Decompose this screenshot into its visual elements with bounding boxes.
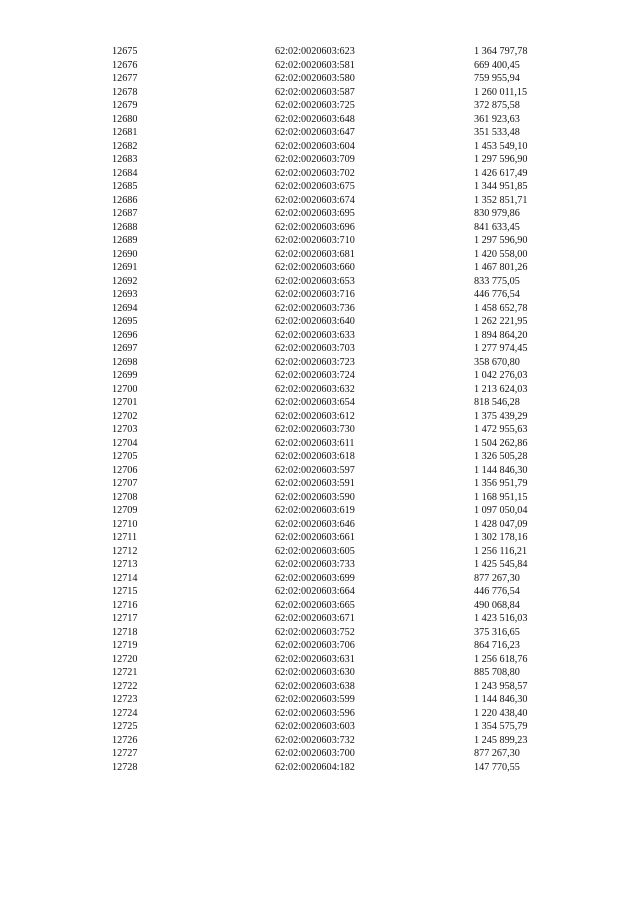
row-number-cell: 12702 [112,410,138,422]
row-number-cell: 12716 [112,599,138,611]
cadastral-number-cell: 62:02:0020603:703 [275,343,355,354]
table-row [112,531,584,545]
table-row [112,653,584,667]
table-row [112,315,584,329]
cadastral-number-cell: 62:02:0020603:660 [275,262,355,273]
table-row [112,45,584,59]
cadastral-value-cell: 1 220 438,40 [474,707,528,719]
table-row [112,747,584,761]
cadastral-number-cell: 62:02:0020603:724 [275,370,355,381]
table-row [112,153,584,167]
table-row [112,248,584,262]
cadastral-number-cell: 62:02:0020603:700 [275,748,355,759]
row-number-cell: 12708 [112,491,138,503]
table-row [112,342,584,356]
cadastral-number-cell: 62:02:0020603:661 [275,532,355,543]
table-row [112,504,584,518]
cadastral-value-cell: 1 277 974,45 [474,343,528,354]
cadastral-number-cell: 62:02:0020603:638 [275,680,355,692]
cadastral-value-cell: 1 472 955,63 [474,424,528,435]
cadastral-value-cell: 375 316,65 [474,626,520,638]
cadastral-value-cell: 885 708,80 [474,667,520,678]
cadastral-value-cell: 1 262 221,95 [474,316,528,327]
cadastral-number-cell: 62:02:0020603:599 [275,694,355,705]
cadastral-value-cell: 1 364 797,78 [474,46,528,57]
row-number-cell: 12688 [112,221,138,233]
table-row [112,545,584,559]
cadastral-number-cell: 62:02:0020603:618 [275,451,355,462]
cadastral-number-cell: 62:02:0020603:648 [275,113,355,125]
row-number-cell: 12675 [112,46,138,57]
row-number-cell: 12699 [112,370,138,381]
cadastral-value-cell: 358 670,80 [474,356,520,368]
row-number-cell: 12685 [112,181,138,192]
table-row [112,518,584,532]
cadastral-number-cell: 62:02:0020603:587 [275,86,355,98]
row-number-cell: 12703 [112,424,138,435]
cadastral-number-cell: 62:02:0020603:591 [275,478,355,489]
table-row [112,369,584,383]
table-row [112,126,584,140]
row-number-cell: 12713 [112,559,138,570]
cadastral-value-cell: 1 260 011,15 [474,86,528,98]
table-row [112,207,584,221]
row-number-cell: 12725 [112,721,138,732]
row-number-cell: 12694 [112,302,138,314]
cadastral-number-cell: 62:02:0020603:723 [275,356,355,368]
cadastral-value-cell: 1 297 596,90 [474,235,528,246]
row-number-cell: 12726 [112,734,138,746]
cadastral-value-cell: 1 426 617,49 [474,167,528,179]
cadastral-value-cell: 1 423 516,03 [474,613,528,624]
cadastral-value-cell: 1 467 801,26 [474,262,528,273]
row-number-cell: 12693 [112,289,138,300]
cadastral-value-cell: 1 344 951,85 [474,181,528,192]
cadastral-value-cell: 1 354 575,79 [474,721,528,732]
row-number-cell: 12696 [112,329,138,341]
row-number-cell: 12684 [112,167,138,179]
cadastral-number-cell: 62:02:0020603:653 [275,275,355,287]
table-row [112,666,584,680]
cadastral-value-cell: 818 546,28 [474,397,520,408]
table-row [112,612,584,626]
cadastral-number-cell: 62:02:0020603:736 [275,302,355,314]
table-row [112,477,584,491]
cadastral-value-cell: 1 144 846,30 [474,694,528,705]
row-number-cell: 12682 [112,140,138,152]
row-number-cell: 12680 [112,113,138,125]
cadastral-value-cell: 830 979,86 [474,208,520,219]
cadastral-number-cell: 62:02:0020603:674 [275,194,355,206]
table-row [112,734,584,748]
table-row [112,275,584,289]
row-number-cell: 12687 [112,208,138,219]
table-row [112,383,584,397]
cadastral-value-cell: 1 168 951,15 [474,491,528,503]
row-number-cell: 12700 [112,383,138,395]
cadastral-number-cell: 62:02:0020603:597 [275,464,355,476]
cadastral-value-cell: 1 302 178,16 [474,532,528,543]
cadastral-number-cell: 62:02:0020603:706 [275,640,355,651]
row-number-cell: 12701 [112,397,138,408]
cadastral-value-cell: 841 633,45 [474,221,520,233]
row-number-cell: 12677 [112,73,138,84]
table-row [112,599,584,613]
row-number-cell: 12683 [112,154,138,165]
row-number-cell: 12704 [112,437,138,449]
cadastral-value-cell: 1 256 116,21 [474,545,528,557]
cadastral-number-cell: 62:02:0020603:604 [275,140,355,152]
cadastral-number-cell: 62:02:0020603:633 [275,329,355,341]
table-row [112,693,584,707]
cadastral-value-cell: 446 776,54 [474,289,520,300]
cadastral-number-cell: 62:02:0020603:681 [275,248,355,260]
cadastral-number-cell: 62:02:0020603:619 [275,505,355,516]
table-row [112,410,584,424]
table-row [112,288,584,302]
row-number-cell: 12711 [112,532,138,543]
row-number-cell: 12686 [112,194,138,206]
table-row [112,180,584,194]
cadastral-number-cell: 62:02:0020603:665 [275,599,355,611]
table-row [112,437,584,451]
table-row [112,464,584,478]
row-number-cell: 12723 [112,694,138,705]
table-row [112,356,584,370]
cadastral-number-cell: 62:02:0020603:630 [275,667,355,678]
cadastral-number-cell: 62:02:0020603:699 [275,572,355,584]
cadastral-value-cell: 1 425 545,84 [474,559,528,570]
table-row [112,86,584,100]
cadastral-value-cell: 1 894 864,20 [474,329,528,341]
row-number-cell: 12721 [112,667,138,678]
cadastral-value-cell: 1 504 262,86 [474,437,528,449]
cadastral-value-cell: 1 453 549,10 [474,140,528,152]
cadastral-value-cell: 877 267,30 [474,748,520,759]
table-row [112,707,584,721]
cadastral-number-cell: 62:02:0020603:752 [275,626,355,638]
cadastral-value-cell: 1 375 439,29 [474,410,528,422]
cadastral-number-cell: 62:02:0020603:733 [275,559,355,570]
row-number-cell: 12679 [112,100,138,111]
cadastral-number-cell: 62:02:0020603:631 [275,653,355,665]
table-row [112,99,584,113]
row-number-cell: 12705 [112,451,138,462]
cadastral-number-cell: 62:02:0020603:695 [275,208,355,219]
row-number-cell: 12707 [112,478,138,489]
table-body [112,45,584,774]
cadastral-value-cell: 1 243 958,57 [474,680,528,692]
cadastral-value-cell: 1 458 652,78 [474,302,528,314]
cadastral-number-cell: 62:02:0020603:603 [275,721,355,732]
row-number-cell: 12728 [112,761,138,773]
cadastral-number-cell: 62:02:0020603:730 [275,424,355,435]
table-row [112,491,584,505]
row-number-cell: 12722 [112,680,138,692]
cadastral-number-cell: 62:02:0020603:664 [275,586,355,597]
table-row [112,221,584,235]
cadastral-value-cell: 1 213 624,03 [474,383,528,395]
table-row [112,423,584,437]
row-number-cell: 12690 [112,248,138,260]
row-number-cell: 12676 [112,59,138,71]
cadastral-value-cell: 864 716,23 [474,640,520,651]
table-row [112,558,584,572]
cadastral-number-cell: 62:02:0020603:646 [275,518,355,530]
cadastral-number-cell: 62:02:0020603:596 [275,707,355,719]
table-row [112,194,584,208]
cadastral-value-cell: 1 042 276,03 [474,370,528,381]
cadastral-number-cell: 62:02:0020603:623 [275,46,355,57]
row-number-cell: 12709 [112,505,138,516]
cadastral-value-cell: 1 420 558,00 [474,248,528,260]
cadastral-number-cell: 62:02:0020603:671 [275,613,355,624]
cadastral-value-cell: 1 356 951,79 [474,478,528,489]
cadastral-value-cell: 1 097 050,04 [474,505,528,516]
row-number-cell: 12714 [112,572,138,584]
table-row [112,396,584,410]
cadastral-number-cell: 62:02:0020603:725 [275,100,355,111]
cadastral-number-cell: 62:02:0020603:675 [275,181,355,192]
cadastral-value-cell: 1 326 505,28 [474,451,528,462]
cadastral-value-cell: 1 144 846,30 [474,464,528,476]
cadastral-number-cell: 62:02:0020603:654 [275,397,355,408]
row-number-cell: 12717 [112,613,138,624]
row-number-cell: 12706 [112,464,138,476]
table-row [112,140,584,154]
row-number-cell: 12719 [112,640,138,651]
cadastral-number-cell: 62:02:0020603:605 [275,545,355,557]
cadastral-number-cell: 62:02:0020603:580 [275,73,355,84]
cadastral-value-cell: 490 068,84 [474,599,520,611]
cadastral-number-cell: 62:02:0020603:709 [275,154,355,165]
cadastral-number-cell: 62:02:0020603:632 [275,383,355,395]
cadastral-value-cell: 877 267,30 [474,572,520,584]
table-row [112,72,584,86]
cadastral-value-cell: 372 875,58 [474,100,520,111]
row-number-cell: 12692 [112,275,138,287]
row-number-cell: 12681 [112,127,138,138]
table-row [112,113,584,127]
cadastral-value-cell: 669 400,45 [474,59,520,71]
table-row [112,626,584,640]
row-number-cell: 12715 [112,586,138,597]
cadastral-value-cell: 1 297 596,90 [474,154,528,165]
row-number-cell: 12689 [112,235,138,246]
cadastral-value-table [112,45,584,774]
cadastral-number-cell: 62:02:0020603:732 [275,734,355,746]
table-row [112,302,584,316]
cadastral-value-cell: 1 428 047,09 [474,518,528,530]
cadastral-value-cell: 1 256 618,76 [474,653,528,665]
row-number-cell: 12710 [112,518,138,530]
row-number-cell: 12698 [112,356,138,368]
cadastral-value-cell: 351 533,48 [474,127,520,138]
cadastral-value-cell: 1 245 899,23 [474,734,528,746]
row-number-cell: 12678 [112,86,138,98]
table-row [112,572,584,586]
cadastral-number-cell: 62:02:0020603:716 [275,289,355,300]
cadastral-value-cell: 833 775,05 [474,275,520,287]
cadastral-number-cell: 62:02:0020603:640 [275,316,355,327]
table-row [112,329,584,343]
row-number-cell: 12695 [112,316,138,327]
table-row [112,167,584,181]
table-row [112,261,584,275]
table-row [112,234,584,248]
table-row [112,639,584,653]
row-number-cell: 12720 [112,653,138,665]
table-row [112,59,584,73]
table-row [112,761,584,775]
row-number-cell: 12724 [112,707,138,719]
table-row [112,720,584,734]
row-number-cell: 12691 [112,262,138,273]
table-row [112,585,584,599]
cadastral-number-cell: 62:02:0020603:590 [275,491,355,503]
cadastral-number-cell: 62:02:0020603:611 [275,437,355,449]
row-number-cell: 12697 [112,343,138,354]
cadastral-value-cell: 446 776,54 [474,586,520,597]
cadastral-value-cell: 361 923,63 [474,113,520,125]
row-number-cell: 12727 [112,748,138,759]
row-number-cell: 12718 [112,626,138,638]
cadastral-value-cell: 1 352 851,71 [474,194,528,206]
cadastral-number-cell: 62:02:0020604:182 [275,761,355,773]
cadastral-number-cell: 62:02:0020603:710 [275,235,355,246]
cadastral-number-cell: 62:02:0020603:581 [275,59,355,71]
cadastral-number-cell: 62:02:0020603:702 [275,167,355,179]
table-row [112,680,584,694]
row-number-cell: 12712 [112,545,138,557]
cadastral-number-cell: 62:02:0020603:612 [275,410,355,422]
cadastral-number-cell: 62:02:0020603:696 [275,221,355,233]
cadastral-value-cell: 759 955,94 [474,73,520,84]
table-row [112,450,584,464]
cadastral-value-cell: 147 770,55 [474,761,520,773]
cadastral-number-cell: 62:02:0020603:647 [275,127,355,138]
